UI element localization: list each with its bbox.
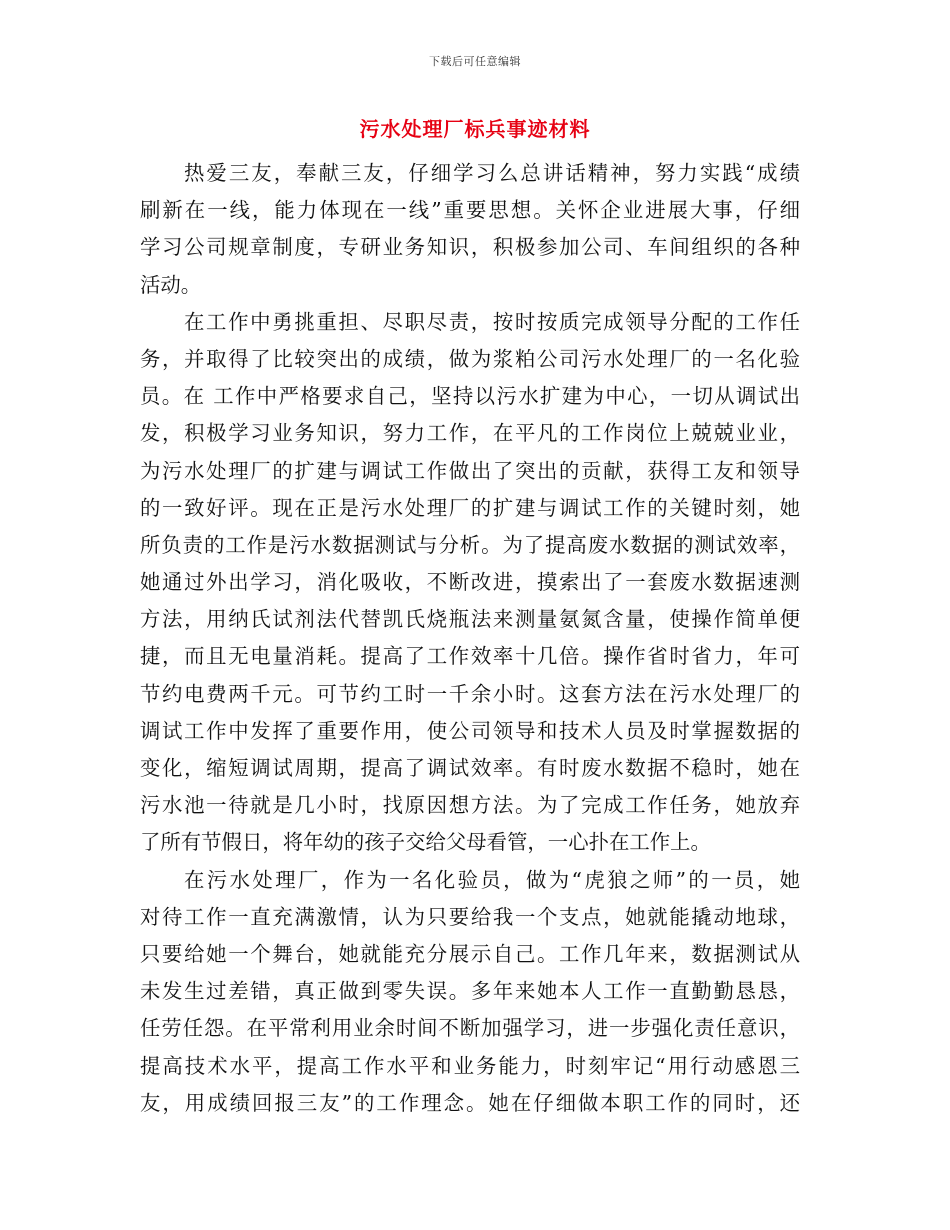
document-body xyxy=(140,155,800,1122)
body-line: 未发生过差错，真正做到零失误。多年来她本人工作一直勤勤恳恳， xyxy=(140,979,800,1004)
body-line: 活动。 xyxy=(140,272,202,297)
body-line: 学习公司规章制度，专研业务知识，积极参加公司、车间组织的各种 xyxy=(140,235,800,260)
document-title: 污水处理厂标兵事迹材料 xyxy=(359,117,591,141)
body-line: 的一致好评。现在正是污水处理厂的扩建与调试工作的关键时刻，她 xyxy=(140,495,800,520)
body-line: 提高技术水平，提高工作水平和业务能力，时刻牢记“用行动感恩三 xyxy=(140,1053,800,1078)
body-line: 友，用成绩回报三友”的工作理念。她在仔细做本职工作的同时，还 xyxy=(140,1090,800,1115)
body-line: 了所有节假日，将年幼的孩子交给父母看管，一心扑在工作上。 xyxy=(140,830,711,855)
body-line: 发，积极学习业务知识，努力工作，在平凡的工作岗位上兢兢业业， xyxy=(140,421,800,446)
body-line: 刷新在一线，能力体现在一线”重要思想。关怀企业进展大事，仔细 xyxy=(140,198,800,223)
body-line: 务，并取得了比较突出的成绩，做为浆粕公司污水处理厂的一名化验 xyxy=(140,346,800,371)
body-line: 为污水处理厂的扩建与调试工作做出了突出的贡献，获得工友和领导 xyxy=(140,458,800,483)
body-line: 污水池一待就是几小时，找原因想方法。为了完成工作任务，她放弃 xyxy=(140,793,800,818)
body-line: 对待工作一直充满激情，认为只要给我一个支点，她就能撬动地球， xyxy=(140,904,800,929)
body-line: 捷，而且无电量消耗。提高了工作效率十几倍。操作省时省力，年可 xyxy=(140,644,800,669)
body-line: 调试工作中发挥了重要作用，使公司领导和技术人员及时掌握数据的 xyxy=(140,718,800,743)
body-line: 在工作中勇挑重担、尽职尽责，按时按质完成领导分配的工作任 xyxy=(184,309,800,334)
body-line: 她通过外出学习，消化吸收，不断改进，摸索出了一套废水数据速测 xyxy=(140,570,800,595)
body-line: 只要给她一个舞台，她就能充分展示自己。工作几年来，数据测试从 xyxy=(140,941,800,966)
body-line: 任劳任怨。在平常利用业余时间不断加强学习，进一步强化责任意识， xyxy=(140,1016,800,1041)
body-line: 变化，缩短调试周期，提高了调试效率。有时废水数据不稳时，她在 xyxy=(140,756,800,780)
body-line: 所负责的工作是污水数据测试与分析。为了提高废水数据的测试效率， xyxy=(140,532,800,557)
body-line: 在污水处理厂，作为一名化验员，做为“虎狼之师”的一员，她 xyxy=(184,867,800,892)
body-line: 节约电费两千元。可节约工时一千余小时。这套方法在污水处理厂的 xyxy=(140,681,800,706)
page-header-note: 下载后可任意编辑 xyxy=(429,55,521,68)
body-line: 员。在 工作中严格要求自己，坚持以污水扩建为中心，一切从调试出 xyxy=(140,384,800,409)
body-line: 方法，用纳氏试剂法代替凯氏烧瓶法来测量氨氮含量，使操作简单便 xyxy=(140,607,800,632)
body-line: 热爱三友，奉献三友，仔细学习么总讲话精神，努力实践“成绩 xyxy=(184,161,800,185)
